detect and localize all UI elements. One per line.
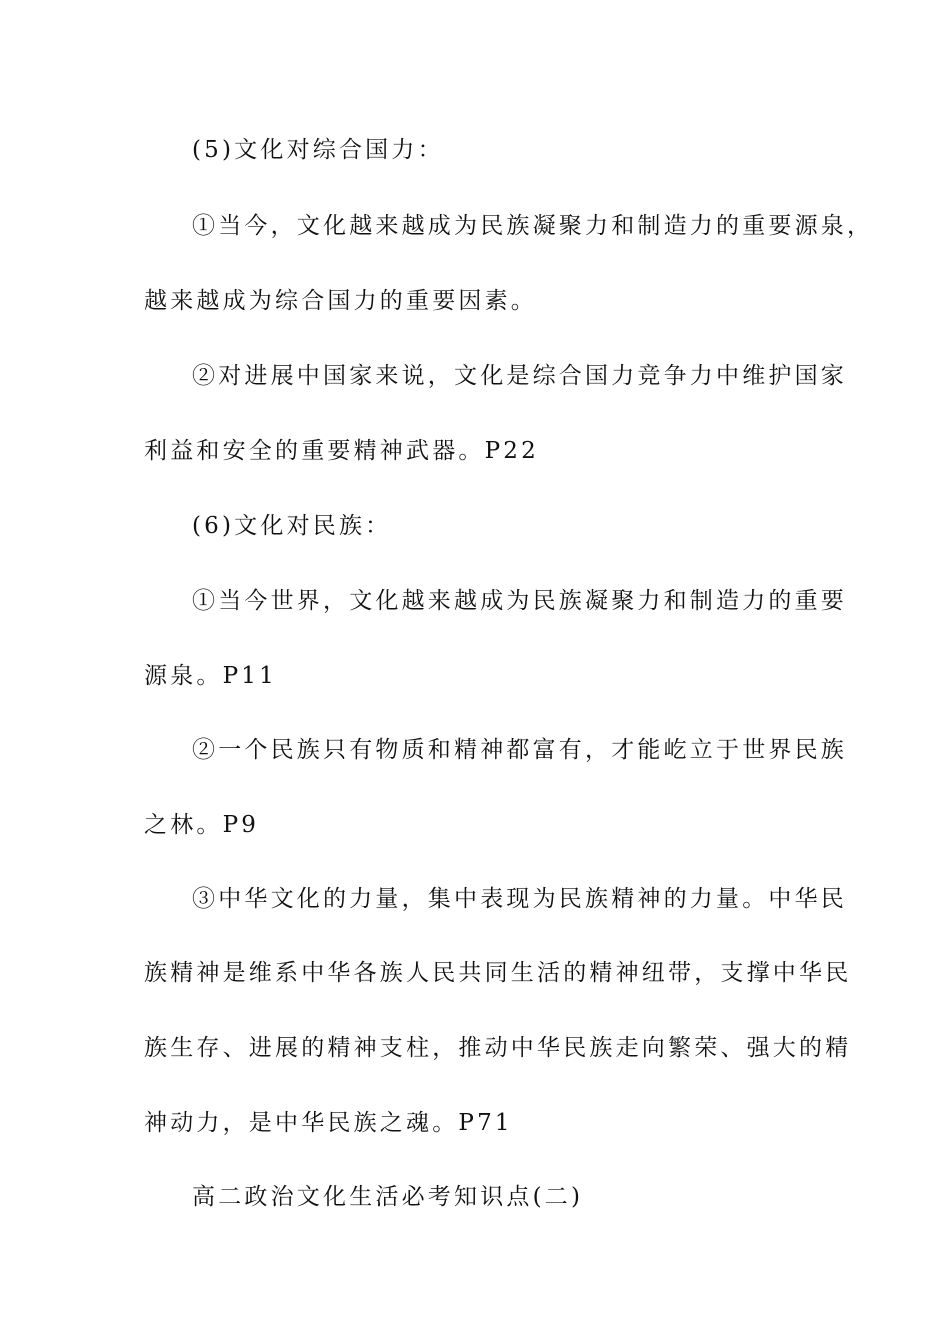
paragraph-line: ②对进展中国家来说，文化是综合国力竞争力中维护国家 — [192, 363, 847, 389]
paragraph-line: ①当今，文化越来越成为民族凝聚力和制造力的重要源泉， — [192, 213, 874, 239]
paragraph-line: ①当今世界，文化越来越成为民族凝聚力和制造力的重要 — [192, 588, 847, 614]
section-heading-5: (5)文化对综合国力： — [192, 137, 444, 163]
paragraph-line: 利益和安全的重要精神武器。P22 — [144, 438, 539, 464]
section-heading-6: (6)文化对民族： — [192, 513, 392, 539]
paragraph-line: 越来越成为综合国力的重要因素。 — [144, 288, 537, 314]
paragraph-line: 族精神是维系中华各族人民共同生活的精神纽带，支撑中华民 — [144, 960, 852, 986]
paragraph-line: 源泉。P11 — [144, 663, 277, 689]
paragraph-line: ②一个民族只有物质和精神都富有，才能屹立于世界民族 — [192, 737, 847, 763]
section-title: 高二政治文化生活必考知识点(二) — [192, 1184, 584, 1210]
paragraph-line: 之林。P9 — [144, 812, 260, 838]
paragraph-line: 族生存、进展的精神支柱，推动中华民族走向繁荣、强大的精 — [144, 1035, 852, 1061]
paragraph-line: ③中华文化的力量，集中表现为民族精神的力量。中华民 — [192, 886, 847, 912]
paragraph-line: 神动力，是中华民族之魂。P71 — [144, 1110, 513, 1136]
